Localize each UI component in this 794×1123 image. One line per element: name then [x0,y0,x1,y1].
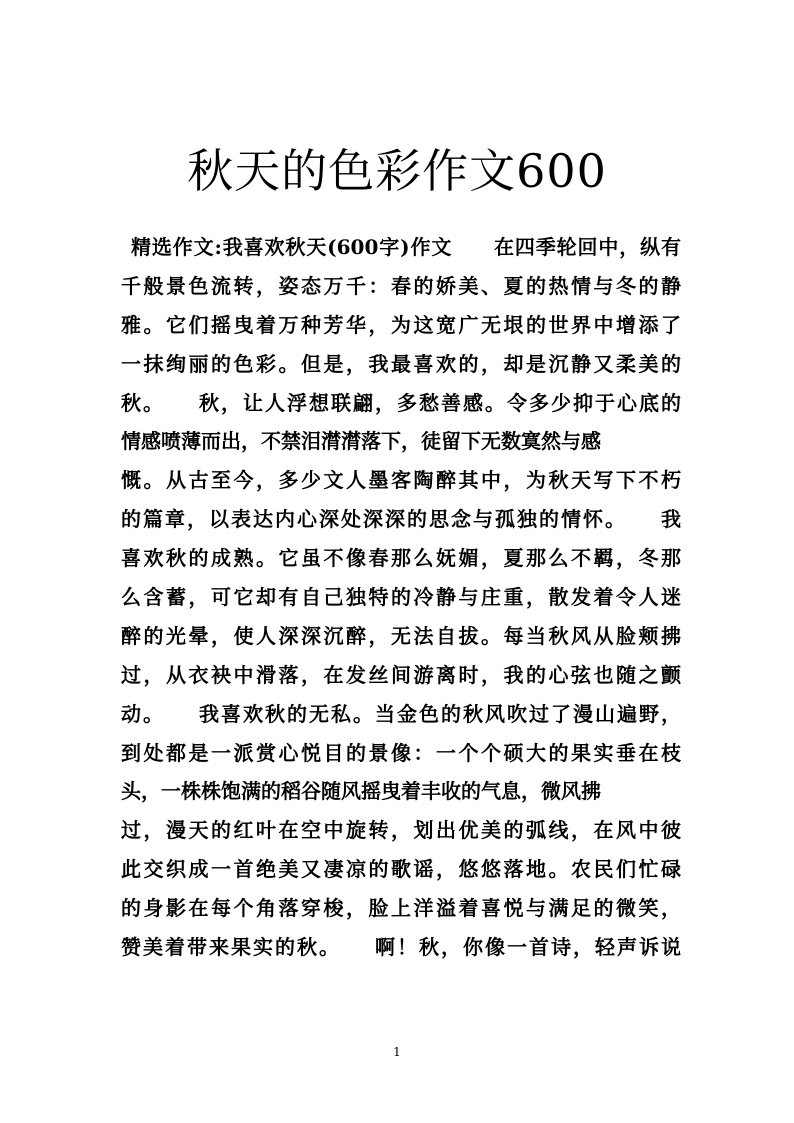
body-line: 动。 我喜欢秋的无私。当金色的秋风吹过了漫山遍野， [121,701,681,726]
body-line: 头，一株株饱满的稻谷随风摇曳着丰收的气息，微风拂 [121,779,601,804]
document-title: 秋天的色彩作文600 [187,144,607,198]
body-line: 过，从衣袂中滑落，在发丝间游离时，我的心弦也随之颤 [121,662,681,687]
body-line: 到处都是一派赏心悦目的景像：一个个硕大的果实垂在枝 [121,740,681,765]
body-line: 过，漫天的红叶在空中旋转，划出优美的弧线，在风中彼 [121,818,681,843]
body-line: 醉的光晕，使人深深沉醉，无法自拔。每当秋风从脸颊拂 [121,623,681,648]
body-line: 的篇章，以表达内心深处深深的思念与孤独的情怀。 我 [121,507,681,532]
body-line: 么含蓄，可它却有自己独特的冷静与庄重，散发着令人迷 [121,585,681,610]
body-line: 赞美着带来果实的秋。 啊！秋，你像一首诗，轻声诉说 [121,935,681,960]
body-line: 一抹绚丽的色彩。但是，我最喜欢的，却是沉静又柔美的 [121,351,681,376]
body-line: 千般景色流转，姿态万千：春的娇美、夏的热情与冬的静 [121,273,681,298]
body-line: 喜欢秋的成熟。它虽不像春那么妩媚，夏那么不羁，冬那 [121,546,681,571]
body-line: 精选作文:我喜欢秋天(600字)作文 在四季轮回中，纵有 [131,235,681,259]
document-body [121,228,681,967]
body-line: 的身影在每个角落穿梭，脸上洋溢着喜悦与满足的微笑， [121,896,681,921]
page-number: 1 [393,1045,401,1059]
body-line: 此交织成一首绝美又凄凉的歌谣，悠悠落地。农民们忙碌 [121,857,681,882]
body-line: 慨。从古至今，多少文人墨客陶醉其中，为秋天写下不朽 [121,468,681,493]
body-line: 秋。 秋，让人浮想联翩，多愁善感。令多少抑于心底的 [121,390,681,415]
body-line: 情感喷薄而出，不禁泪潸潸落下，徒留下无数寞然与感 [121,429,601,454]
body-line: 雅。它们摇曳着万种芳华，为这宽广无垠的世界中增添了 [121,312,681,337]
